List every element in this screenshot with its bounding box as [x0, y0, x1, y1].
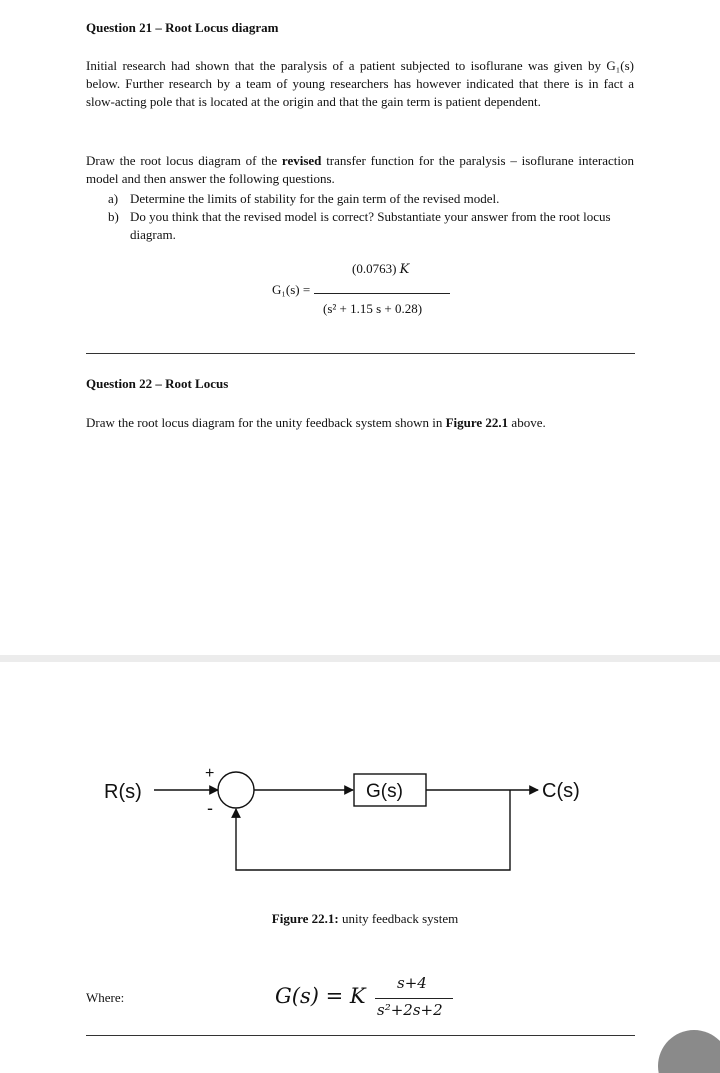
question-21-paragraph-1: Initial research had shown that the paralysis of a patient subjected to isoflurane was given by G₁(s) below. Further research by a team of young researchers has however indicated that there is in fact a slow-acting pole that is located at the origin and that the gain term is patient dependent. [86, 58, 634, 109]
g-block-label: G(s) [366, 781, 403, 802]
g-fraction-bar [375, 998, 453, 999]
block-diagram [0, 662, 720, 902]
g-numerator: s+4 [397, 974, 427, 992]
g-denominator: s²+2s+2 [377, 1001, 443, 1019]
list-item-b-text: Do you think that the revised model is correct? Substantiate your answer from the root locus diagram. [130, 209, 611, 242]
g1-fraction-bar [314, 293, 450, 294]
list-item-a-text: Determine the limits of stability for the gain term of the revised model. [130, 191, 500, 206]
g-transfer-function [275, 970, 475, 1030]
page-2 [0, 662, 720, 1073]
figure-reference: Figure 22.1 [445, 415, 509, 430]
list-item-a [108, 190, 634, 208]
figure-caption: Figure 22.1: unity feedback system [271, 911, 459, 926]
list-item-b [108, 208, 634, 244]
summing-junction [218, 772, 254, 808]
revised-emphasis: revised [281, 153, 322, 168]
section-divider [86, 353, 635, 354]
question-21-paragraph-2: Draw the root locus diagram of the revised transfer function for the paralysis – isoflurane interaction model and then answer the following questions. [86, 153, 634, 186]
scroll-button-icon[interactable] [656, 1026, 720, 1073]
list-item-a-label: a) [108, 191, 119, 206]
list-item-b-label: b) [108, 209, 119, 224]
question-21-title: Question 21 – Root Locus diagram [86, 20, 279, 35]
page-gap [0, 655, 720, 662]
bottom-divider [86, 1035, 635, 1036]
g1-numerator: (0.0763) K [352, 261, 410, 277]
where-label: Where: [86, 990, 125, 1005]
question-22-title: Question 22 – Root Locus [86, 376, 229, 391]
output-label: C(s) [542, 780, 580, 802]
g-lhs: G(s) = K [275, 984, 366, 1008]
question-22-text: Draw the root locus diagram for the unity feedback system shown in Figure 22.1 above. [86, 415, 546, 430]
minus-sign: - [207, 798, 213, 818]
plus-sign: + [205, 765, 215, 782]
g1-denominator: (s² + 1.15 s + 0.28) [323, 301, 423, 316]
g1-transfer-function [270, 258, 460, 322]
input-label: R(s) [104, 781, 142, 803]
g1-lhs: G₁(s) = [272, 282, 311, 297]
